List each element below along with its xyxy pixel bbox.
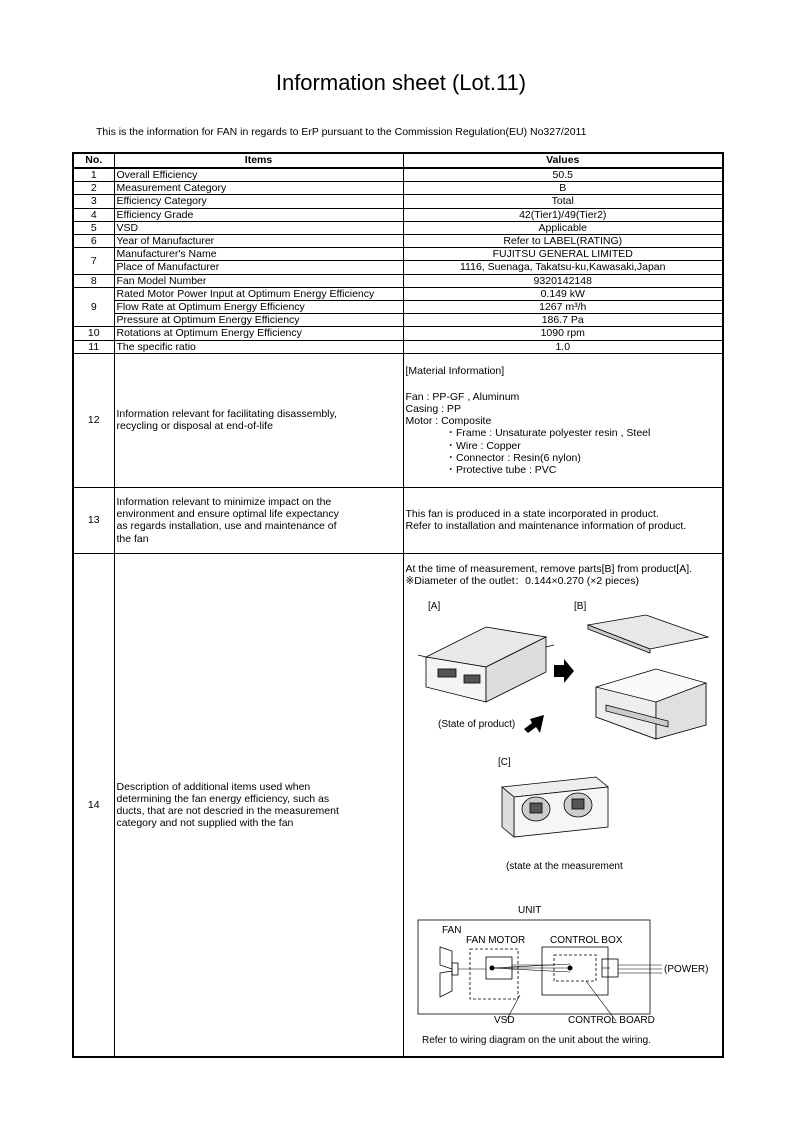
- header-values: Values: [403, 153, 723, 168]
- row-value: Total: [403, 195, 723, 208]
- row-item: Efficiency Grade: [114, 208, 403, 221]
- info-table: [72, 152, 724, 1058]
- item-line: the fan: [116, 532, 149, 545]
- row-item: Manufacturer's Name: [114, 248, 403, 261]
- row-item: Efficiency Category: [114, 195, 403, 208]
- label-c: [C]: [497, 757, 511, 769]
- power-label: (POWER): [663, 964, 708, 976]
- row-item: [114, 353, 403, 487]
- arrow-right-icon: [554, 659, 574, 683]
- table-row: [73, 235, 723, 248]
- table-row: [73, 208, 723, 221]
- material-wire: ・Wire : Copper: [445, 439, 521, 452]
- row-item: VSD: [114, 221, 403, 234]
- row-no: 13: [73, 487, 114, 553]
- label-b: [B]: [573, 601, 586, 613]
- row-value: 1090 rpm: [403, 327, 723, 340]
- row-value: 42(Tier1)/49(Tier2): [403, 208, 723, 221]
- product-diagram: [406, 587, 722, 1047]
- item-line: environment and ensure optimal life expectancy: [116, 508, 339, 521]
- row-item: [114, 487, 403, 553]
- row-item: [114, 553, 403, 1057]
- fan-icon: [440, 947, 458, 997]
- row-value: 186.7 Pa: [403, 314, 723, 327]
- table-row-12: [73, 353, 723, 487]
- value-line: Refer to installation and maintenance information of product.: [405, 520, 687, 533]
- material-fan: Fan : PP-GF , Aluminum: [405, 390, 520, 403]
- wiring-note: Refer to wiring diagram on the unit about the wiring.: [421, 1035, 651, 1047]
- item-line: determining the fan energy efficiency, such as: [116, 792, 330, 805]
- row-no: 5: [73, 221, 114, 234]
- row-no: 11: [73, 340, 114, 353]
- material-motor: Motor : Composite: [405, 415, 492, 428]
- item-line: as regards installation, use and maintenance of: [116, 520, 337, 533]
- row-no: 6: [73, 235, 114, 248]
- row-value: Applicable: [403, 221, 723, 234]
- row-no: 7: [73, 248, 114, 274]
- material-header: [Material Information]: [405, 364, 505, 377]
- row-no: 2: [73, 182, 114, 195]
- row-item: Year of Manufacturer: [114, 235, 403, 248]
- table-row: [73, 274, 723, 287]
- row-no: 9: [73, 287, 114, 327]
- value-line: This fan is produced in a state incorporated in product.: [405, 508, 659, 521]
- item-line: category and not supplied with the fan: [116, 817, 294, 830]
- item-line: Description of additional items used when: [116, 780, 311, 793]
- row-value: 0.149 kW: [403, 287, 723, 300]
- item-line: recycling or disposal at end-of-life: [116, 420, 273, 433]
- table-row: [73, 248, 723, 261]
- row-value: [403, 353, 723, 487]
- state-measurement-caption: (state at the measurement: [505, 861, 623, 873]
- table-row: [73, 261, 723, 274]
- row-value: 1116, Suenaga, Takatsu-ku,Kawasaki,Japan: [403, 261, 723, 274]
- product-a-illustration: [418, 627, 554, 702]
- table-row-14: [73, 553, 723, 1057]
- row-value: [403, 487, 723, 553]
- row-value: Refer to LABEL(RATING): [403, 235, 723, 248]
- fan-motor-label: FAN MOTOR: [465, 935, 525, 947]
- table-header: [73, 153, 723, 168]
- row-no: 10: [73, 327, 114, 340]
- row-item: Flow Rate at Optimum Energy Efficiency: [114, 301, 403, 314]
- label-a: [A]: [427, 601, 440, 613]
- fan-label: FAN: [441, 925, 461, 937]
- parts-b-illustration: [588, 615, 708, 739]
- table-row: [73, 221, 723, 234]
- vsd-dashed-box: [470, 949, 518, 999]
- row-value: 1267 m³/h: [403, 301, 723, 314]
- item-line: Information relevant for facilitating disassembly,: [116, 408, 337, 421]
- material-connector: ・Connector : Resin(6 nylon): [445, 451, 581, 464]
- table-row: [73, 287, 723, 300]
- row-value: 1.0: [403, 340, 723, 353]
- row-item: Rated Motor Power Input at Optimum Energy Efficiency: [114, 287, 403, 300]
- row-no: 1: [73, 168, 114, 182]
- control-box-label: CONTROL BOX: [549, 935, 622, 947]
- material-casing: Casing : PP: [405, 402, 461, 415]
- row-value: 50.5: [403, 168, 723, 182]
- table-row: [73, 301, 723, 314]
- table-row: [73, 340, 723, 353]
- row-no: 4: [73, 208, 114, 221]
- table-row: [73, 195, 723, 208]
- row-no: 8: [73, 274, 114, 287]
- arrow-down-icon: [524, 715, 544, 733]
- header-items: Items: [114, 153, 403, 168]
- table-row: [73, 168, 723, 182]
- wiring-lines: [458, 964, 662, 1021]
- page-title: Information sheet (Lot.11): [275, 70, 527, 95]
- row-item: Pressure at Optimum Energy Efficiency: [114, 314, 403, 327]
- item-line: Information relevant to minimize impact on the: [116, 495, 332, 508]
- table-row: [73, 314, 723, 327]
- row-no: 14: [73, 553, 114, 1057]
- unit-label: UNIT: [517, 905, 541, 917]
- value-line: At the time of measurement, remove parts[B] from product[A].: [405, 562, 693, 575]
- item-line: ducts, that are not descried in the measurement: [116, 805, 339, 818]
- row-item: Rotations at Optimum Energy Efficiency: [114, 327, 403, 340]
- row-item: Measurement Category: [114, 182, 403, 195]
- table-row-13: [73, 487, 723, 553]
- vsd-label: VSD: [493, 1015, 515, 1027]
- row-no: 3: [73, 195, 114, 208]
- row-value: 9320142148: [403, 274, 723, 287]
- material-frame: ・Frame : Unsaturate polyester resin , Steel: [445, 427, 651, 440]
- fan-c-illustration: [502, 777, 608, 837]
- state-product-caption: (State of product): [437, 719, 515, 731]
- intro-text: This is the information for FAN in regards to ErP pursuant to the Commission Regulation(EU) No327/2011: [96, 126, 587, 138]
- row-value: B: [403, 182, 723, 195]
- material-tube: ・Protective tube : PVC: [445, 463, 557, 476]
- row-no: 12: [73, 353, 114, 487]
- header-no: No.: [73, 153, 114, 168]
- table-row: [73, 182, 723, 195]
- table-row: [73, 327, 723, 340]
- row-value: [403, 553, 723, 1057]
- row-item: The specific ratio: [114, 340, 403, 353]
- control-board-label: CONTROL BOARD: [567, 1015, 655, 1027]
- row-item: Fan Model Number: [114, 274, 403, 287]
- row-item: Overall Efficiency: [114, 168, 403, 182]
- row-item: Place of Manufacturer: [114, 261, 403, 274]
- row-value: FUJITSU GENERAL LIMITED: [403, 248, 723, 261]
- value-line: ※Diameter of the outlet：0.144×0.270 (×2 pieces): [405, 575, 640, 588]
